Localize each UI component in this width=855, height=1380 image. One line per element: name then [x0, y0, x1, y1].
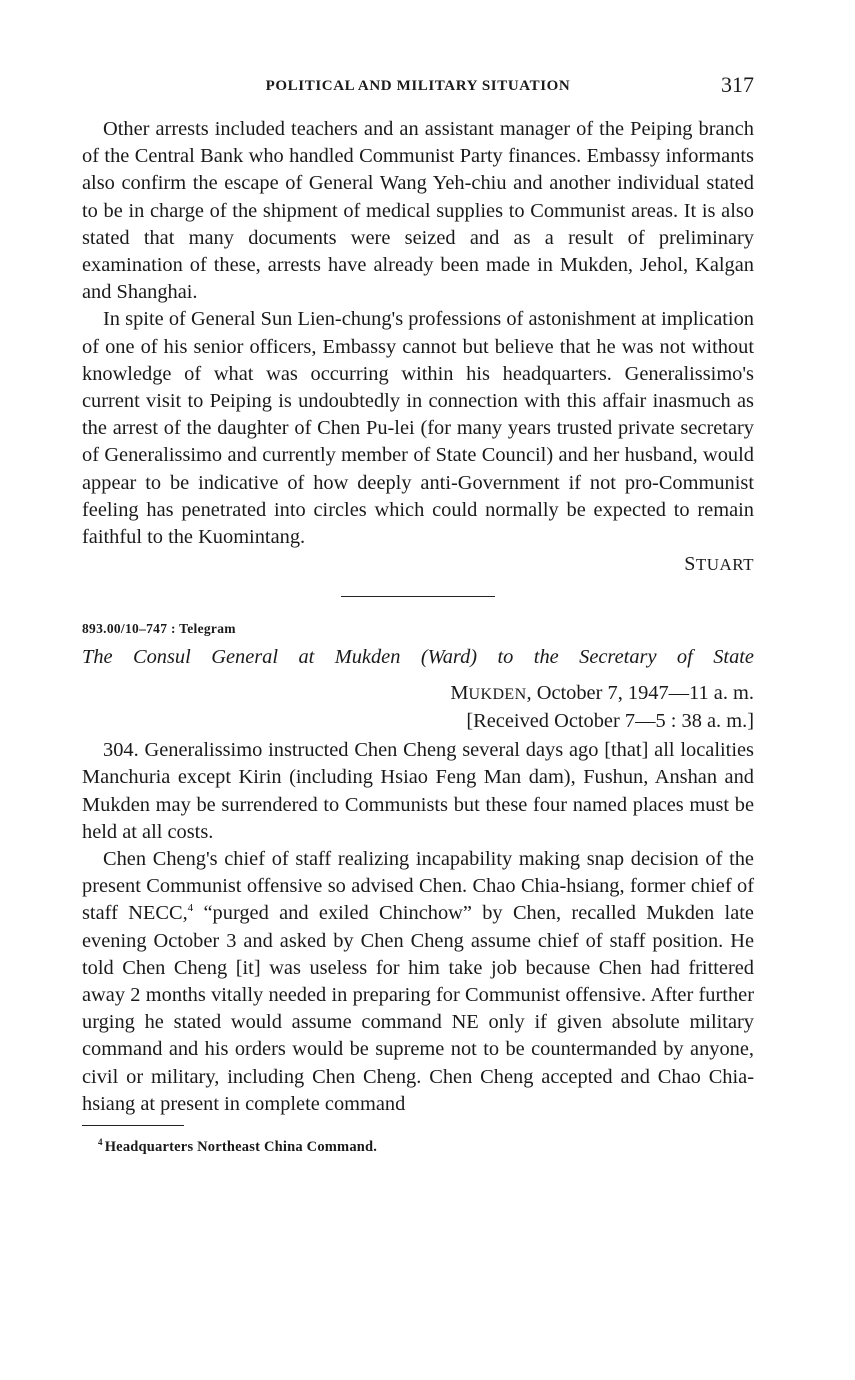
received-line: [Received October 7—5 : 38 a. m.]: [466, 710, 754, 733]
page-number: 317: [721, 72, 754, 97]
document-number: 893.00/10–747 : Telegram: [82, 621, 236, 637]
dateline-date: , October 7, 1947—11 a. m.: [526, 682, 754, 705]
footnote: [82, 1139, 754, 1156]
signature-initial: S: [684, 553, 696, 576]
dateline: [82, 680, 754, 708]
footnote-divider: [82, 1125, 184, 1126]
paragraph-chen-cheng-part1: Chen Cheng's chief of staff realizing incapability making snap decision of the present Communist offensive so advised Chen. Chao Chia-hsiang, former chief of staff NECC,: [82, 848, 754, 925]
footnote-text: Headquarters Northeast China Command.: [104, 1139, 378, 1156]
footnote-number: 4: [98, 1137, 103, 1148]
document-page: [82, 72, 754, 1156]
document-heading: The Consul General at Mukden (Ward) to the Secretary of State: [82, 646, 754, 669]
signature: [82, 551, 754, 578]
dateline-place-initial: M: [450, 682, 469, 705]
paragraph-arrests: Other arrests included teachers and an assistant manager of the Peiping branch of the Central Bank who handled Communist Party finances. Embassy informants also confirm the escape of General Wang Yeh-chiu and another individual stated to be in charge of the shipment of medical supplies to Communist areas. It is also stated that many documents were seized and as a result of preliminary examination of these, arrests have already been made in Mukden, Jehol, Kalgan and Shanghai.: [82, 118, 754, 304]
paragraph-304: 304. Generalissimo instructed Chen Cheng several days ago [that] all localities Manchuria except Kirin (including Hsiao Feng Man dam), Fushun, Anshan and Mukden may be surrendered to Communists but these four named places must be held at all costs.: [82, 739, 754, 843]
paragraph-sun-lien-chung: In spite of General Sun Lien-chung's professions of astonishment at implication of one of his senior officers, Embassy cannot but believe that he was not without knowledge of what was occurring within his headquarters. Generalissimo's current visit to Peiping is undoubtedly in connection with this affair inasmuch as the arrest of the daughter of Chen Pu-lei (for many years trusted private secretary of Generalissimo and currently member of State Council) and her husband, would appear to be indicative of how deeply anti-Government if not pro-Communist feeling has penetrated into circles which could normally be expected to remain faithful to the Kuomintang.: [82, 308, 754, 549]
footnote-reference: 4: [187, 902, 194, 915]
section-divider: [341, 596, 495, 597]
paragraph-chen-cheng-part2: “purged and exiled Chinchow” by Chen, recalled Mukden late evening October 3 and asked by Chen Cheng assume chief of staff position. He told Chen Cheng [it] was useless for him take job because Chen had frittered away 2 months vitally needed in preparing for Communist offensive. After further urging he stated would assume command NE only if given absolute military command and his orders would be supreme not to be countermanded by anyone, civil or military, including Chen Cheng. Chen Cheng accepted and Chao Chia-hsiang at present in complete command: [82, 902, 754, 1115]
signature-rest: TUART: [695, 555, 754, 575]
running-head: POLITICAL AND MILITARY SITUATION: [265, 78, 571, 94]
page-header: [82, 72, 754, 104]
paragraph-chen-cheng: [82, 846, 754, 1118]
dateline-place-rest: UKDEN: [468, 686, 527, 704]
